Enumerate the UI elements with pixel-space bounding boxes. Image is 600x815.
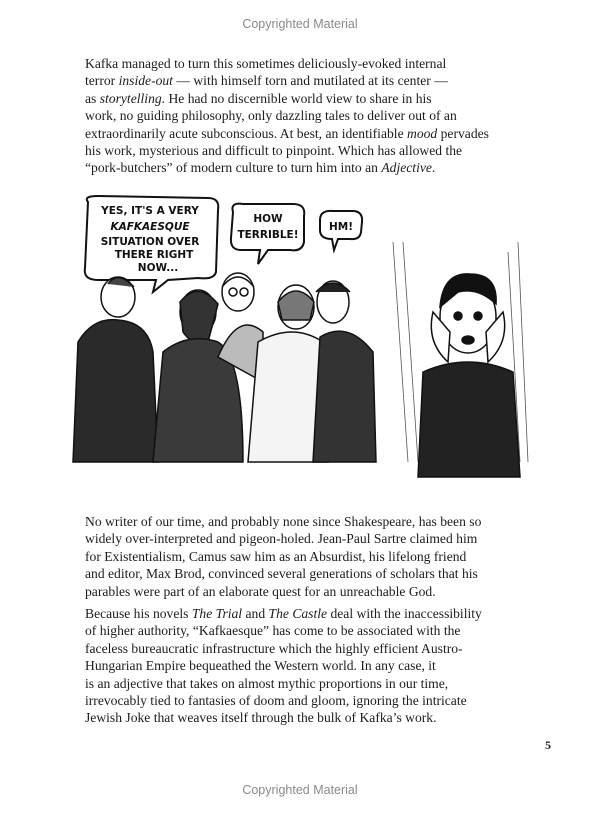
text-segment: Jewish Joke that weaves itself through the bulk of Kafka’s work. xyxy=(85,710,437,726)
text-segment: pervades xyxy=(437,125,489,141)
text-segment: parables were part of an elaborate quest for an unreachable God. xyxy=(85,583,436,599)
text-segment: extraordinarily acute subconscious. At best, an identifiable xyxy=(85,125,408,141)
text-segment: and editor, Max Brod, convinced several generations of scholars that his xyxy=(85,566,478,582)
text-segment: . He had no discernible world view to share in his xyxy=(161,90,432,106)
bubble-text: YES, IT'S A VERY xyxy=(101,205,199,217)
italic-text: Adjective xyxy=(381,160,432,176)
text-segment: . xyxy=(431,160,436,176)
text-line xyxy=(85,513,555,530)
text-segment: No writer of our time, and probably none since Shakespeare, has been so xyxy=(85,514,482,529)
text-line xyxy=(85,675,555,692)
bubble-text: NOW... xyxy=(137,262,179,274)
text-segment: of higher authority, “Kafkaesque” has come to be associated with the xyxy=(85,623,461,639)
text-segment: for Existentialism, Camus saw him as an Absurdist, his lifelong friend xyxy=(85,548,467,564)
text-line xyxy=(85,548,555,565)
text-segment: work, no guiding philosophy, only dazzling tales to deliver out of an xyxy=(85,108,457,124)
italic-text: storytelling xyxy=(99,90,162,106)
text-segment: and xyxy=(242,606,269,621)
text-segment: deal with the inaccessibility xyxy=(327,606,482,621)
text-segment: is an adjective that takes on almost mythic proportions in our time, xyxy=(85,675,449,691)
text-line xyxy=(85,530,555,547)
italic-text: The Castle xyxy=(268,606,328,621)
text-segment: his work, mysterious and difficult to pinpoint. Which has allowed the xyxy=(85,143,463,159)
italic-text: inside-out xyxy=(118,73,173,89)
bubble-text: HM! xyxy=(328,221,354,233)
text-line xyxy=(85,142,555,159)
text-segment: terror xyxy=(85,73,119,89)
speech-bubble-hm xyxy=(320,211,362,250)
bubble-text: HOW xyxy=(253,213,283,225)
bubble-text: TERRIBLE! xyxy=(237,229,299,241)
text-segment: as xyxy=(85,90,100,106)
party-crowd-drawing xyxy=(73,273,376,462)
paragraph-2 xyxy=(85,513,555,600)
kafka-figure-drawing xyxy=(388,232,533,477)
italic-text: The Trial xyxy=(191,606,243,621)
speech-bubble-kafkaesque xyxy=(85,196,219,292)
paragraph-1 xyxy=(85,55,555,177)
paragraph-3 xyxy=(85,605,555,727)
bubble-text: KAFKAESQUE xyxy=(110,221,190,233)
bubble-text: SITUATION OVER xyxy=(100,236,200,248)
text-line xyxy=(85,622,555,639)
text-segment: faceless bureaucratic infrastructure which the highly efficient Austro- xyxy=(85,640,463,656)
text-line xyxy=(85,640,555,657)
text-segment: Hungarian Empire bequeathed the Western world. In any case, it xyxy=(85,658,436,674)
text-line xyxy=(85,583,555,600)
text-line xyxy=(85,107,555,124)
text-segment: Because his novels xyxy=(85,606,192,621)
text-segment: irrevocably tied to fantasies of doom and gloom, ignoring the intricate xyxy=(85,693,467,709)
text-line xyxy=(85,605,555,622)
cartoon-illustration xyxy=(58,192,538,497)
text-line xyxy=(85,125,555,142)
italic-text: mood xyxy=(407,125,438,141)
text-line xyxy=(85,565,555,582)
text-line xyxy=(85,55,555,72)
text-line xyxy=(85,159,555,176)
text-line xyxy=(85,709,555,726)
text-segment: widely over-interpreted and pigeon-holed. Jean-Paul Sartre claimed him xyxy=(85,531,478,547)
text-segment: Kafka managed to turn this sometimes deliciously-evoked internal xyxy=(85,56,447,71)
text-line xyxy=(85,72,555,89)
copyright-watermark-bottom: Copyrighted Material xyxy=(242,783,358,797)
text-segment: — with himself torn and mutilated at its center — xyxy=(172,73,448,89)
text-segment: “pork-butchers” of modern culture to turn him into an xyxy=(85,160,382,176)
text-line xyxy=(85,692,555,709)
bubble-text: THERE RIGHT xyxy=(114,249,194,261)
copyright-watermark-top: Copyrighted Material xyxy=(242,17,358,31)
page-number: 5 xyxy=(545,738,551,752)
text-line xyxy=(85,657,555,674)
speech-bubble-how-terrible xyxy=(231,204,304,264)
text-line xyxy=(85,90,555,107)
